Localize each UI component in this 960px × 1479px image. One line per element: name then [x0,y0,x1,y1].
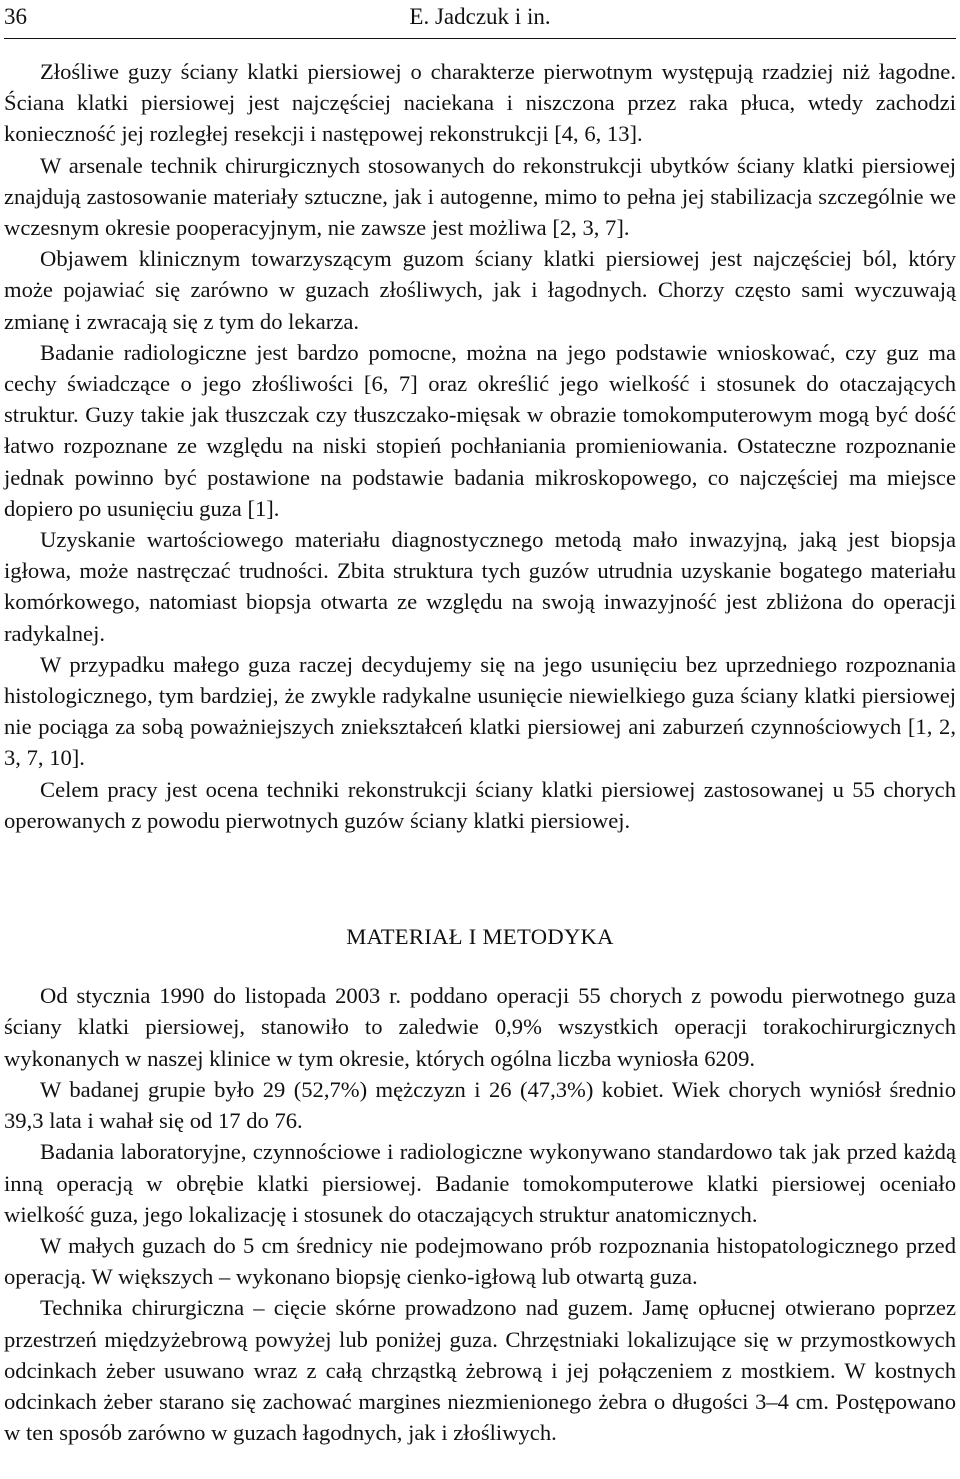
body-paragraph: W arsenale technik chirurgicznych stosowanych do rekonstrukcji ubytków ściany klatki piersiowej znajdują zastosowanie materiały sztuczne, jak i autogenne, mimo to pełna jej stabilizacja szczególnie we wczesnym okresie pooperacyjnym, nie zawsze jest możliwa [2, 3, 7]. [4,152,956,241]
body-paragraph: Objawem klinicznym towarzyszącym guzom ściany klatki piersiowej jest najczęściej ból, który może pojawiać się zarówno w guzach złośliwych, jak i łagodnych. Chorzy często sami wyczuwają zmianę i zwracają się z tym do lekarza. [4,246,956,334]
body-paragraph: W przypadku małego guza raczej decydujemy się na jego usunięciu bez uprzedniego rozpoznania histologicznego, tym bardziej, że zwykle radykalne usunięcie niewielkiego guza ściany klatki piersiowej nie pociąga za sobą poważniejszych zniekształceń klatki piersiowej ani zaburzeń czynnościowych [1, 2, 3, 7, 10]. [4,651,956,771]
page-header [4,0,956,39]
running-head: E. Jadczuk i in. [409,4,551,29]
body-paragraph: Badania laboratoryjne, czynnościowe i radiologiczne wykonywano standardowo tak jak przed każdą inną operacją w obrębie klatki piersiowej. Badanie tomokomputerowe klatki piersiowej oceniało wielkość guza, jego lokalizację i stosunek do otaczających struktur anatomicznych. [4,1139,956,1227]
body-paragraph: Technika chirurgiczna – cięcie skórne prowadzono nad guzem. Jamę opłucnej otwierano poprzez przestrzeń międzyżebrową powyżej lub poniżej guza. Chrzęstniaki lokalizujące się w przymostkowych odcinkach żeber usuwano wraz z całą chrząstką żebrową i jej połączeniem z mostkiem. W kostnych odcinkach żeber starano się zachować margines niezmienionego żebra o długości 3–4 cm. Postępowano w ten sposób zarówno w guzach łagodnych, jak i złośliwych. [4,1295,956,1446]
body-paragraph: Celem pracy jest ocena techniki rekonstrukcji ściany klatki piersiowej zastosowanej u 55 chorych operowanych z powodu pierwotnych guzów ściany klatki piersiowej. [4,776,956,833]
body-paragraph: W małych guzach do 5 cm średnicy nie podejmowano prób rozpoznania histopatologicznego przed operacją. W większych – wykonano biopsję cienko-igłową lub otwartą guza. [4,1232,956,1290]
body-paragraph: Badanie radiologiczne jest bardzo pomocne, można na jego podstawie wnioskować, czy guz ma cechy świadczące o jego złośliwości [6, 7] oraz określić jego wielkość i stosunek do otaczających struktur. Guzy takie jak tłuszczak czy tłuszczako-mięsak w obrazie tomokomputerowym mogą być dość łatwo rozpoznane ze względu na niski stopień pochłaniania promieniowania. Ostateczne rozpoznanie jednak powinno być postawione na podstawie badania mikroskopowego, co najczęściej ma miejsce dopiero po usunięciu guza [1]. [4,339,956,521]
article-body [4,56,956,1448]
section-heading: MATERIAŁ I METODYKA [346,924,614,950]
body-paragraph: Złośliwe guzy ściany klatki piersiowej o charakterze pierwotnym występują rzadziej niż łagodne. Ściana klatki piersiowej jest najczęściej naciekana i niszczona przez raka płuca, wtedy zachodzi konieczność jej rozległej resekcji i następowej rekonstrukcji [4, 6, 13]. [4,59,956,147]
page-number: 36 [4,4,27,29]
body-paragraph: W badanej grupie było 29 (52,7%) mężczyzn i 26 (47,3%) kobiet. Wiek chorych wyniósł średnio 39,3 lata i wahał się od 17 do 76. [4,1076,956,1134]
body-paragraph: Uzyskanie wartościowego materiału diagnostycznego metodą mało inwazyjną, jaką jest biopsja igłowa, może nastręczać trudności. Zbita struktura tych guzów utrudnia uzyskanie bogatego materiału komórkowego, natomiast biopsja otwarta ze względu na swoją inwazyjność jest zbliżona do operacji radykalnej. [4,527,956,646]
body-paragraph: Od stycznia 1990 do listopada 2003 r. poddano operacji 55 chorych z powodu pierwotnego guza ściany klatki piersiowej, stanowiło to zaledwie 0,9% wszystkich operacji torakochirurgicznych wykonanych w naszej klinice w tym okresie, których ogólna liczba wyniosła 6209. [4,983,956,1071]
